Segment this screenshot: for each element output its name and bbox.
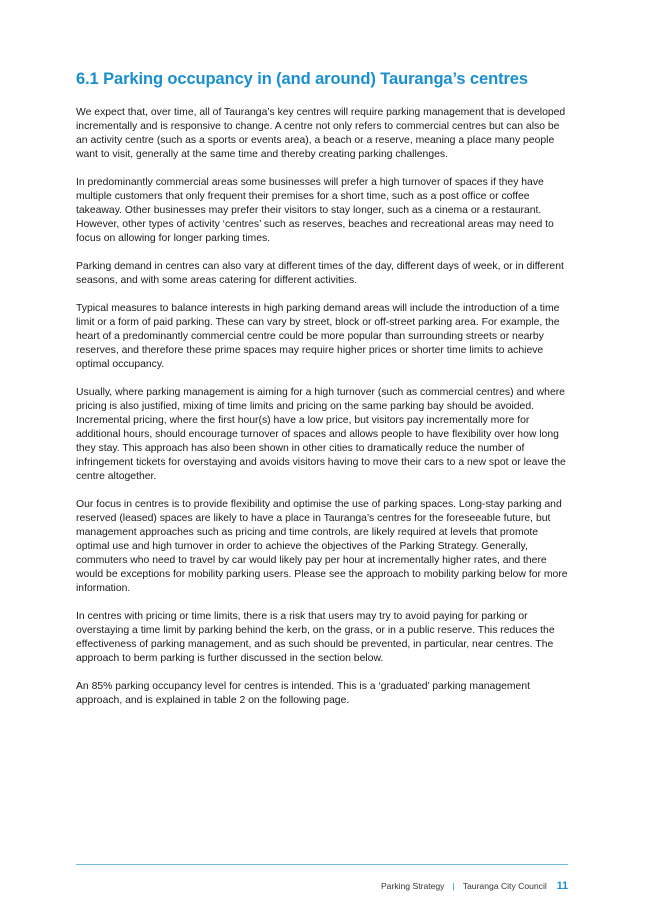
- page-footer: [381, 880, 568, 892]
- paragraph-7: In centres with pricing or time limits, there is a risk that users may try to avoid paying for parking or overstaying a time limit by parking behind the kerb, on the grass, or in a public reserve. This reduces the effectiveness of parking management, and as such should be prevented, in particular, near centres. The approach to berm parking is further discussed in the section below.: [76, 610, 555, 665]
- footer-separator: |: [452, 881, 455, 891]
- footer-document-title: Parking Strategy: [380, 881, 445, 891]
- footer-divider: [76, 864, 568, 865]
- paragraph-3: Parking demand in centres can also vary at different times of the day, different days of week, or in different seasons, and with some areas catering for different activities.: [76, 260, 564, 286]
- section-heading: 6.1 Parking occupancy in (and around) Tauranga’s centres: [76, 70, 528, 88]
- paragraph-5: Usually, where parking management is aiming for a high turnover (such as commercial centres) and where pricing is also justified, mixing of time limits and pricing on the same parking bay should be avoided. Incremental pricing, where the first hour(s) have a low price, but visitors pay incrementally more for additional hours, should encourage turnover of spaces and allows people to have flexibility over how long they stay. This approach has also been shown in other cities to dramatically reduce the number of infringement tickets for overstaying and avoids visitors having to move their cars to a new spot or leave the centre altogether.: [76, 386, 566, 483]
- footer-organisation: Tauranga City Council: [462, 881, 547, 891]
- page-number: 11: [556, 880, 568, 892]
- paragraph-8: An 85% parking occupancy level for centres is intended. This is a ‘graduated’ parking management approach, and is explained in table 2 on the following page.: [76, 680, 530, 706]
- paragraph-4: Typical measures to balance interests in high parking demand areas will include the introduction of a time limit or a form of paid parking. These can vary by street, block or off-street parking area. For example, the heart of a predominantly commercial centre could be more popular than surrounding streets or nearby reserves, and therefore these prime spaces may require higher prices or shorter time limits to achieve optimal occupancy.: [76, 302, 560, 370]
- paragraph-6: Our focus in centres is to provide flexibility and optimise the use of parking spaces. Long-stay parking and reserved (leased) spaces are likely to have a place in Tauranga’s centres for the foreseeable future, but management approaches such as pricing and time controls, are likely required at levels that promote optimal use and high turnover in order to achieve the objectives of the Parking Strategy. Generally, commuters who need to travel by car would likely pay per hour at incrementally higher rates, and there would be exceptions for mobility parking users. Please see the approach to mobility parking below for more information.: [76, 498, 568, 595]
- section-body: [76, 106, 572, 721]
- paragraph-1: We expect that, over time, all of Tauranga’s key centres will require parking management that is developed incrementally and is responsive to change. A centre not only refers to commercial centres but can also be an activity centre (such as a sports or events area), a beach or a reserve, meaning a place many people want to visit, generally at the same time and thereby creating parking challenges.: [76, 107, 566, 161]
- paragraph-2: In predominantly commercial areas some businesses will prefer a high turnover of spaces if they have multiple customers that only frequent their premises for a short time, such as a post office or coffee takeaway. Other businesses may prefer their visitors to stay longer, such as a cinema or a restaurant. However, other types of activity ‘centres’ such as reserves, beaches and recreational areas may need to focus on allowing for longer parking times.: [76, 176, 554, 245]
